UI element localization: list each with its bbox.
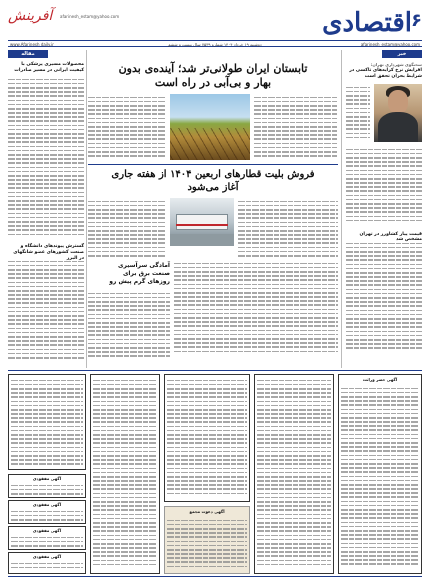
main-headline <box>88 62 338 90</box>
article-body <box>8 76 84 240</box>
notice-box-6 <box>164 506 250 574</box>
lost-notice-body-2 <box>11 508 83 523</box>
news-kicker: سخنگوی شهرداری تهران: <box>370 62 422 67</box>
main-headline-line1: تابستان ایران طولانی‌تر شد؛ آینده‌ی بدون <box>118 62 308 75</box>
notice-body-3 <box>167 377 247 499</box>
lost-notice-4 <box>8 552 86 574</box>
lost-notice-title-1: آگهی مفقودی <box>32 476 62 481</box>
notice-body-2 <box>257 377 331 571</box>
lost-notice-title-3: آگهی مفقودی <box>32 528 62 533</box>
issue-date: دوشنبه ۱۹ خرداد ۱۴۰۴ شماره ۷۵۳۹ سال بیست و ششم <box>168 42 262 47</box>
ads-divider <box>8 370 422 371</box>
notice-box-2 <box>254 374 334 574</box>
website-link[interactable]: www.Afarinesh daily.ir <box>10 42 54 47</box>
train-body-c <box>174 260 338 364</box>
notice-box-3 <box>164 374 250 502</box>
notice-body-6 <box>167 517 247 573</box>
masthead <box>8 8 422 38</box>
section-label-news: خبر <box>382 50 422 58</box>
main-body-b <box>88 94 166 160</box>
column-divider-left <box>86 50 87 368</box>
train-body-b <box>88 198 166 258</box>
train-headline-line2: آغاز می‌شود <box>187 182 239 193</box>
lost-notice-2 <box>8 500 86 524</box>
news-body-taxi-b <box>346 146 422 230</box>
section-label-article: مقاله <box>8 50 48 58</box>
power-headline-line2: صنعت برق برای <box>122 270 170 277</box>
notice-box-1 <box>338 374 422 574</box>
train-photo <box>170 198 234 246</box>
lost-notice-3 <box>8 526 86 550</box>
power-headline-line1: آمادگی سرآسیری <box>117 262 170 269</box>
story-divider <box>88 164 338 165</box>
lost-notice-1 <box>8 474 86 498</box>
power-body <box>88 290 170 364</box>
notice-title-1: آگهی حصر وراثت <box>362 377 398 382</box>
sco-body <box>8 258 84 364</box>
news-headline-taxi: افزایش نرخ کرایه‌های تاکسی در شرایط بحران تحقق است <box>349 68 422 79</box>
power-headline <box>88 262 170 286</box>
notice-title-6: آگهی دعوت مجمع <box>189 509 225 514</box>
notice-body-4 <box>93 377 157 571</box>
lost-notice-title-4: آگهی مفقودی <box>32 554 62 559</box>
article-headline: محصولات مسیری پزشکی با کیفیت ایرانی در مسیر صادرات <box>14 62 84 73</box>
main-headline-line2: بهار و بی‌آبی در راه است <box>154 76 272 89</box>
train-headline-line1: فروش بلیت قطارهای اربعین ۱۴۰۴ از هفته جاری <box>111 169 315 180</box>
lost-notice-body-1 <box>11 482 83 497</box>
official-portrait <box>374 84 422 142</box>
masthead-email: afarinesh_estam@yahoo.com <box>60 14 120 19</box>
notice-body-1 <box>341 385 419 571</box>
news-body-taxi-a <box>346 84 370 144</box>
sco-headline: گسترش پیوندهای دانشگاه و صنعت کشورهای عضو شانگهای در البرز <box>13 244 84 261</box>
train-headline <box>88 168 338 194</box>
news-headline-onion: قیمت پیاز کشاورز در تهران مشخص شد <box>359 232 422 242</box>
notice-box-5 <box>8 374 86 470</box>
drought-field-photo <box>170 94 250 160</box>
notice-body-5 <box>11 377 83 467</box>
train-body-a <box>238 198 338 258</box>
lost-notice-body-3 <box>11 534 83 549</box>
column-divider <box>341 50 342 368</box>
lost-notice-title-2: آگهی مفقودی <box>32 502 62 507</box>
notice-box-4 <box>90 374 160 574</box>
date-bar <box>8 40 422 47</box>
main-body-a <box>254 94 338 160</box>
news-body-onion <box>346 240 422 364</box>
brand-logo: آفرینش <box>8 8 53 24</box>
date-bar-email: afarinesh_estam@yahoo.com <box>360 42 420 47</box>
newspaper-logo: اقتصادی <box>322 8 412 38</box>
page-number: ۶ <box>411 10 422 31</box>
lost-notice-body-4 <box>11 560 83 573</box>
power-headline-line3: روزهای گرم پیش رو <box>109 278 170 285</box>
page-footer <box>8 576 422 582</box>
